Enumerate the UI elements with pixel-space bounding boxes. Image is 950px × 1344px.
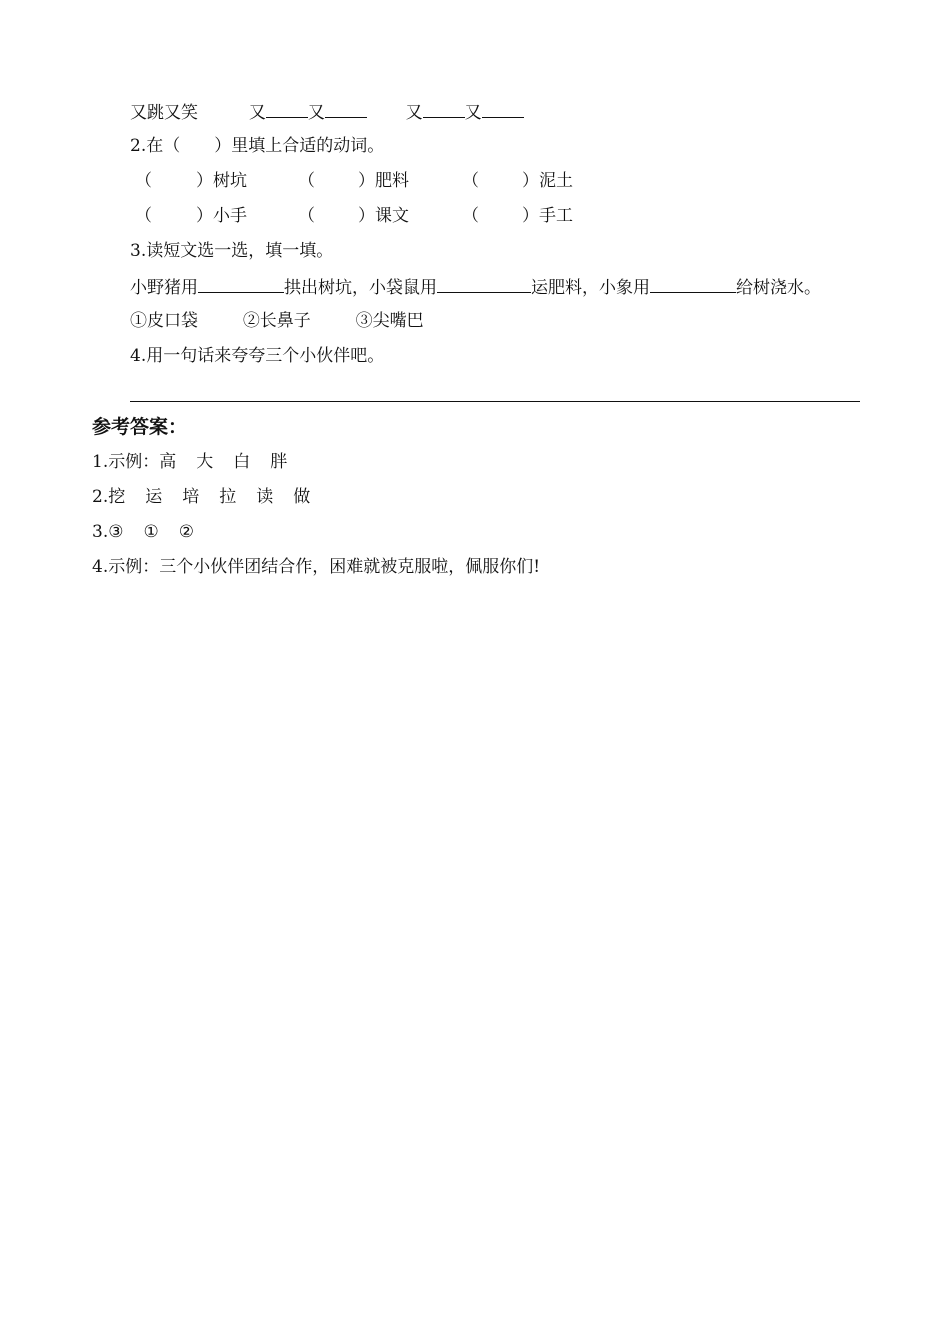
pattern-char: 又 [307, 103, 325, 123]
answer-3: 3.③ ① ② [92, 522, 194, 542]
pattern-example: 又跳又笑 [130, 103, 198, 123]
answer-4: 4.示例：三个小伙伴团结合作，困难就被克服啦，佩服你们! [92, 557, 541, 577]
verb-object: 肥料 [375, 171, 409, 191]
blank-6[interactable] [437, 274, 531, 293]
paren-close-word: ）肥料 [358, 171, 409, 191]
paren-open: （ [298, 171, 315, 191]
paren-open: （ [462, 171, 479, 191]
blank-1[interactable] [266, 99, 308, 118]
question-3-title: 3.读短文选一选，填一填。 [130, 241, 334, 261]
pattern-char: 又 [248, 103, 266, 123]
blank-2[interactable] [325, 99, 367, 118]
question-2-title: 2.在（ ）里填上合适的动词。 [130, 136, 385, 156]
paren-open: （ [462, 206, 479, 226]
paren-close-word: ）手工 [522, 206, 573, 226]
blank-3[interactable] [423, 99, 465, 118]
option-1: ①皮口袋 [130, 311, 198, 331]
verb-object: 小手 [213, 206, 247, 226]
option-3: ③尖嘴巴 [355, 311, 424, 331]
paren-close-word: ）树坑 [196, 171, 247, 191]
answer-line[interactable] [130, 401, 860, 402]
pattern-char: 又 [464, 103, 482, 123]
verb-object: 手工 [539, 206, 573, 226]
paren-close-word: ）课文 [358, 206, 409, 226]
pattern-char: 又 [405, 103, 423, 123]
answers-heading: 参考答案： [92, 416, 188, 438]
verb-object: 泥土 [539, 171, 573, 191]
blank-4[interactable] [482, 99, 524, 118]
paren-open: （ [298, 206, 315, 226]
question-4-title: 4.用一句话来夸夸三个小伙伴吧。 [130, 346, 385, 366]
question-3-sentence: 小野猪用 拱出树坑，小袋鼠用 运肥料，小象用 给树浇水。 [130, 274, 821, 300]
paren-close-word: ）泥土 [522, 171, 573, 191]
blank-5[interactable] [198, 274, 284, 293]
blank-7[interactable] [650, 274, 736, 293]
verb-object: 课文 [375, 206, 409, 226]
pattern-row [130, 99, 524, 125]
verb-object: 树坑 [213, 171, 247, 191]
paren-close-word: ）小手 [196, 206, 247, 226]
option-2: ②长鼻子 [242, 311, 311, 331]
paren-open: （ [135, 206, 152, 226]
paren-open: （ [135, 171, 152, 191]
question-3-options [130, 309, 424, 333]
answer-2: 2.挖 运 培 拉 读 做 [92, 487, 311, 507]
answer-1: 1.示例：高 大 白 胖 [92, 452, 288, 472]
